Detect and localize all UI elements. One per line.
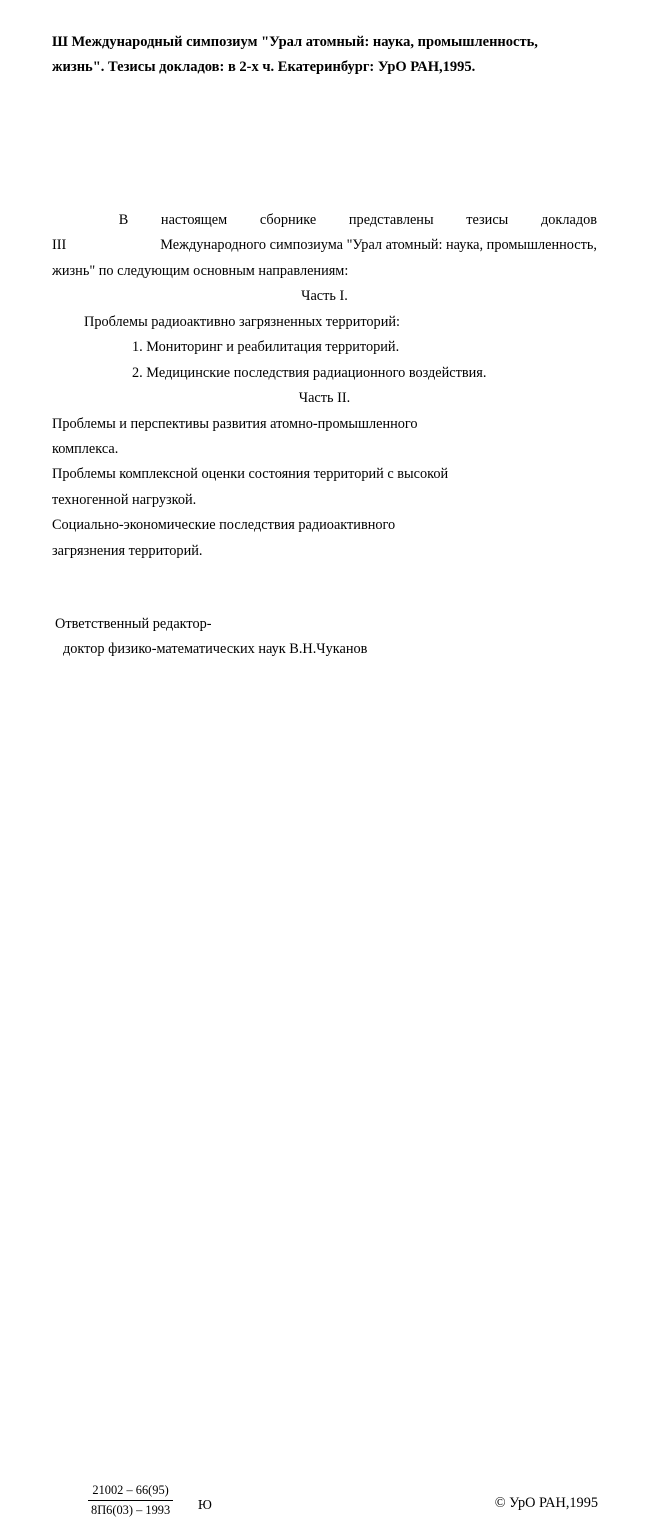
copyright-notice: © УрО РАН,1995: [494, 1495, 598, 1511]
editor-credit: [55, 612, 367, 663]
intro-word-3: сборнике: [259, 212, 317, 228]
part2-paragraph-3-line-2: загрязнения территорий.: [52, 542, 203, 559]
catalog-fraction-numerator: 21002 – 66(95): [88, 1482, 173, 1501]
editor-name: доктор физико-математических наук В.Н.Чуканов: [63, 641, 368, 658]
intro-line-2-prefix: III: [52, 237, 67, 254]
intro-word-4: представлены: [348, 212, 434, 228]
editor-role: Ответственный редактор-: [55, 616, 212, 632]
first-line-indent: [52, 208, 86, 233]
part2-title: Часть II.: [298, 390, 351, 407]
citation-header: [52, 30, 592, 80]
catalog-fraction-denominator: 8П6(03) – 1993: [91, 1502, 171, 1517]
intro-line-3: жизнь" по следующим основным направлениям:: [52, 262, 349, 279]
body-text: [52, 208, 597, 564]
intro-line-1: [52, 208, 597, 233]
catalog-fraction: [88, 1482, 173, 1518]
intro-line-2: [52, 233, 597, 258]
intro-line-2-text: Международного симпозиума "Урал атомный: наука, промышленность,: [160, 237, 597, 254]
intro-word-6: докладов: [540, 212, 597, 228]
citation-line-1: [52, 30, 592, 55]
intro-word-2: настоящем: [160, 212, 228, 228]
intro-word-5: тезисы: [466, 212, 509, 228]
part2-paragraph-2-line-2: техногенной нагрузкой.: [52, 491, 197, 508]
part1-title: Часть I.: [301, 288, 348, 305]
part2-paragraph-3-line-1: Социально-экономические последствия радиоактивного: [52, 517, 396, 534]
part1-heading: Проблемы радиоактивно загрязненных территорий:: [84, 313, 400, 330]
part1-item-1: 1. Мониторинг и реабилитация территорий.: [132, 339, 400, 356]
page-footer: [0, 740, 658, 1517]
citation-line-1-text: Ш Международный симпозиум "Урал атомный: наука, промышленность,: [52, 34, 538, 50]
citation-line-2: жизнь". Тезисы докладов: в 2-х ч. Екатеринбург: УрО РАН,1995.: [52, 58, 476, 75]
part2-paragraph-1-line-2: комплекса.: [52, 440, 119, 457]
catalog-fraction-suffix: Ю: [198, 1497, 212, 1512]
part2-paragraph-2-line-1: Проблемы комплексной оценки состояния территорий с высокой: [52, 466, 449, 483]
part2-paragraph-1-line-1: Проблемы и перспективы развития атомно-промышленного: [52, 415, 418, 432]
part1-item-2: 2. Медицинские последствия радиационного воздействия.: [132, 364, 487, 381]
intro-word-1: В: [118, 212, 129, 228]
